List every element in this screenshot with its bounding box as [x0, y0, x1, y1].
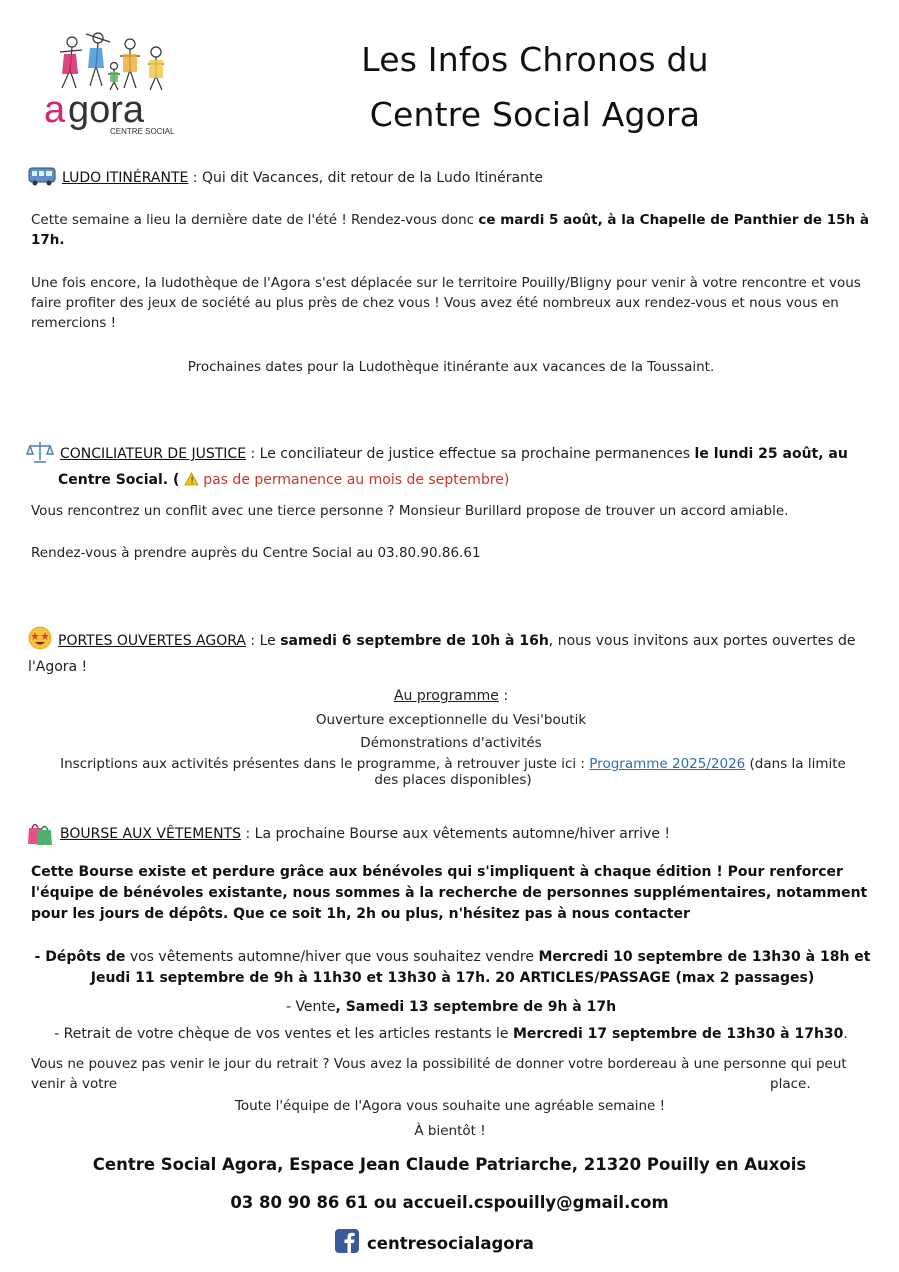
bourse-depot: [30, 947, 875, 989]
portes-heading-title: PORTES OUVERTES AGORA: [58, 633, 246, 649]
programme-item-3-suffix: (dans la limite des places disponibles): [374, 756, 846, 788]
conciliateur-heading-text: : Le conciliateur de justice effectue sa prochaine permanences: [246, 446, 695, 462]
bourse-paragraph-1: Cette Bourse existe et perdure grâce aux bénévoles qui s'impliquent à chaque édition ! Pour renforcer l'équipe de bénévoles existante, nous sommes à la recherche de personnes supplémentaires, notamment pour les jours de dépôts. Que ce soit 1h, 2h ou plus, n'hésitez pas à nous contacter: [31, 864, 868, 922]
programme-colon: :: [498, 688, 509, 704]
programme-item-2: Démonstrations d'activités: [360, 735, 542, 751]
conciliateur-paragraph-2: Rendez-vous à prendre auprès du Centre Social au 03.80.90.86.61: [31, 545, 481, 561]
conciliateur-line2: [58, 472, 509, 490]
ludo-heading-title: LUDO ITINÉRANTE: [62, 170, 189, 186]
conciliateur-date: le lundi 25 août, au: [694, 446, 848, 462]
conciliateur-warning-text: pas de permanence au mois de septembre): [203, 472, 510, 488]
bourse-vente-date: , Samedi 13 septembre de 9h à 17h: [335, 999, 617, 1015]
logo-gora: gora: [68, 89, 145, 131]
portes-heading: [28, 626, 868, 678]
bourse-retrait-date: Mercredi 17 septembre de 13h30 à 17h30: [512, 1026, 844, 1042]
conciliateur-location: Centre Social. (: [58, 472, 185, 488]
ludo-paragraph-1: [31, 210, 871, 250]
logo-a: a: [44, 89, 66, 131]
agora-logo: [30, 30, 190, 140]
bourse-paragraph-2-end: place.: [770, 1076, 811, 1092]
ludo-paragraph-3: Prochaines dates pour la Ludothèque itinérante aux vacances de la Toussaint.: [187, 359, 715, 375]
bourse-heading-text: : La prochaine Bourse aux vêtements automne/hiver arrive !: [241, 826, 670, 842]
logo-subtitle: CENTRE SOCIAL: [110, 127, 175, 136]
conciliateur-paragraph-1: Vous rencontrez un conflit avec une tierce personne ? Monsieur Burillard propose de trouver un accord amiable.: [31, 503, 789, 519]
bourse-depot-text: vos vêtements automne/hiver que vous souhaitez vendre: [125, 949, 539, 965]
closing-line-2: À bientôt !: [414, 1123, 486, 1139]
star-eyes-emoji-icon: [28, 626, 52, 657]
programme-item-1: Ouverture exceptionnelle du Vesi'boutik: [315, 712, 587, 728]
portes-heading-text-a: : Le: [245, 633, 281, 649]
facebook-icon: [335, 1229, 359, 1257]
shopping-bags-icon: [26, 818, 54, 850]
bourse-vente-label: - Vente: [285, 999, 336, 1015]
programme-item-3: [48, 756, 858, 788]
programme-label-line: [31, 686, 871, 706]
closing-line-1: Toute l'équipe de l'Agora vous souhaite une agréable semaine !: [234, 1098, 666, 1114]
page-title-line1: Les Infos Chronos du: [361, 40, 709, 79]
bourse-heading-title: BOURSE AUX VÊTEMENTS: [60, 826, 242, 842]
footer-contact: 03 80 90 86 61 ou accueil.cspouilly@gmail.com: [230, 1193, 669, 1212]
agora-logo-figures: [30, 30, 190, 140]
bourse-heading: [26, 818, 670, 850]
page-title-line2: Centre Social Agora: [369, 95, 701, 134]
ludo-p1-date: ce mardi 5 août, à la Chapelle de Panthier de 15h à 17h.: [31, 212, 869, 248]
bourse-retrait: [31, 1024, 871, 1044]
ludo-p1-text: Cette semaine a lieu la dernière date de l'été ! Rendez-vous donc: [31, 212, 479, 228]
conciliateur-heading: [26, 440, 876, 468]
ludo-heading-text: : Qui dit Vacances, dit retour de la Ludo Itinérante: [188, 170, 544, 186]
bus-icon: [28, 166, 56, 190]
warning-icon: [184, 472, 199, 490]
ludo-heading: [28, 166, 543, 190]
ludo-paragraph-2: Une fois encore, la ludothèque de l'Agora s'est déplacée sur le territoire Pouilly/Bligny pour venir à votre rencontre et vous faire profiter des jeux de société au plus près de chez vous ! Vous avez été nombreux aux rendez-vous et nous vous en remercions !: [31, 275, 861, 331]
bourse-paragraph-2: Vous ne pouvez pas venir le jour du retrait ? Vous avez la possibilité de donner votre bordereau à une personne qui peut venir à votre: [31, 1056, 847, 1092]
bourse-depot-dates: Mercredi 10 septembre de 13h30 à 18h et Jeudi 11 septembre de 9h à 11h30 et 13h30 à 17h. 20 ARTICLES/PASSAGE (max 2 passages): [90, 949, 871, 986]
bourse-depot-label: - Dépôts de: [34, 949, 126, 965]
portes-date: samedi 6 septembre de 10h à 16h: [280, 633, 549, 649]
portes-heading-text-b: , nous vous invitons aux portes ouvertes de l'Agora !: [28, 633, 856, 675]
conciliateur-heading-title: CONCILIATEUR DE JUSTICE: [60, 446, 247, 462]
bourse-retrait-text: - Retrait de votre chèque de vos ventes et les articles restants le: [54, 1026, 513, 1042]
programme-label: Au programme: [393, 688, 499, 704]
svg-text:!: !: [190, 476, 195, 486]
bourse-vente: [31, 997, 871, 1017]
scales-icon: [26, 440, 54, 468]
footer-facebook[interactable]: [335, 1229, 534, 1257]
programme-link[interactable]: Programme 2025/2026: [589, 756, 746, 772]
facebook-handle[interactable]: centresocialagora: [367, 1233, 534, 1253]
programme-item-3-text: Inscriptions aux activités présentes dans le programme, à retrouver juste ici :: [60, 756, 590, 772]
footer-address: Centre Social Agora, Espace Jean Claude Patriarche, 21320 Pouilly en Auxois: [92, 1155, 807, 1174]
bourse-retrait-period: .: [843, 1026, 848, 1042]
